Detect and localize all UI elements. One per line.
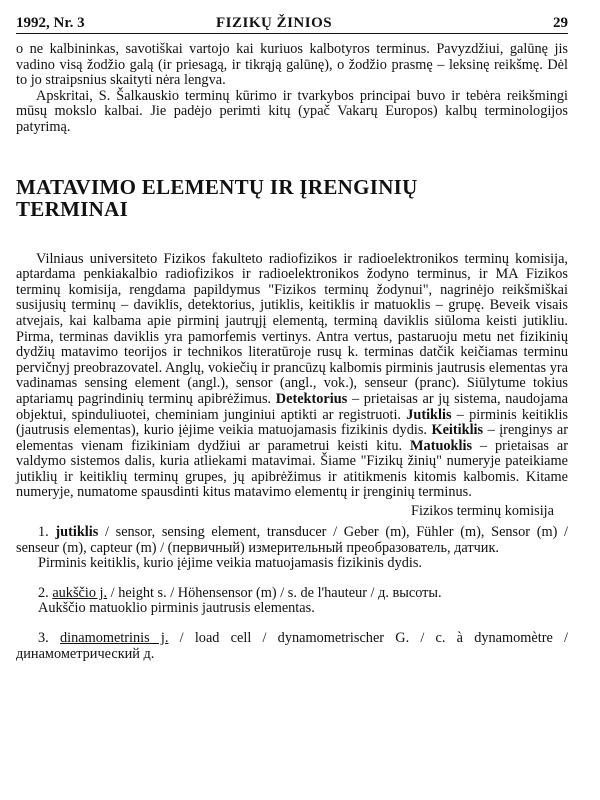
journal-title: FIZIKŲ ŽINIOS (216, 15, 333, 31)
term-entry (16, 586, 568, 617)
term-list (16, 525, 568, 662)
document-page (16, 12, 568, 662)
term-keitiklis: Keitiklis (431, 422, 484, 439)
term-equivalents: / sensor, sensing element, transducer / Geber (m), Fühler (m), Sensor (m) / senseur (m), capteur (m) / (первичный) измерительный преобразователь, датчик. (16, 524, 568, 556)
intro-section (16, 42, 568, 136)
article-text: Vilniaus universiteto Fizikos fakulteto radiofizikos ir radioelektronikos terminų komisija, aptardama penkiakalbio radiofizikos ir radioelektronikos žodyno terminus, ir MA Fizikos terminų komisija, rengdama papildymus "Fizikos terminų žodynui", nagrinėjo reikšmiškai susijusių terminų – daviklis, detektorius, jutiklis, keitiklis ir matuoklis – grupę. Beveik visais atvejais, kai kalbama apie pirminį jautrųjį elementą, terminą daviklis siūloma keisti jutikliu. Pirma, terminas daviklis yra pamorfemis vertinys. Antra vertus, pastaruoju metu net fizikinių dydžių matavimo teorijos ir technikos literatūroje rusų k. terminas datčik keičiamas terminu pervičnyj preobrazovatel. Anglų, vokiečių ir prancūzų kalbomis pirminis jautrusis elementas yra vadinamas sensing element (angl.), sensor (angl., vok.), senseur (pranc). Siūlytume tokius aptariamų pagrindinių terminų apibrėžimus. (16, 250, 568, 407)
term-entry (16, 525, 568, 572)
intro-paragraph-1: o ne kalbininkas, savotiškai vartojo kai kuriuos kalbotyros terminus. Pavyzdžiui, galūnę jis vadino visą žodžio galą (ir priesagą, ir tikrąją galūnę), o žodžio prasmę – leksinę reikšmę. Dėl to jo straipsnius skaityti nėra lengva. (16, 41, 568, 89)
term-equivalents: / height s. / Höhensensor (m) / s. de l'hauteur / д. высоты. (107, 584, 442, 601)
page-header (16, 12, 568, 34)
term-name: jutiklis (55, 524, 99, 541)
article-title: MATAVIMO ELEMENTŲ IR ĮRENGINIŲ TERMINAI (16, 174, 418, 221)
intro-paragraph-2: Apskritai, S. Šalkauskio terminų kūrimo ir tvarkybos principai buvo ir tebėra reikšmingi mūsų mokslo kalbai. Jie padėjo perimti kitų (ypač Vakarų Europos) kalbų terminologijos patyrimą. (16, 87, 568, 135)
article-text: – prietaisas ar jų sistema, naudojama objektui, spinduliuotei, cheminiam junginiui aptikti ar registruoti. (16, 390, 568, 423)
article-text: – įrenginys ar elementas vienam fizikiniam dydžiui ar parametrui keisti kitu. (16, 422, 569, 454)
term-definition: Aukščio matuoklio pirminis jautrusis elementas. (38, 600, 315, 617)
term-head (16, 631, 568, 662)
article-text: – pirminis keitiklis (jautrusis elementas), kurio įėjime veikia matuojamasis fizikinis dydis. (16, 406, 568, 439)
term-detektorius: Detektorius (275, 390, 348, 407)
term-number: 3. (38, 630, 49, 647)
article-paragraph (16, 252, 568, 502)
term-name: aukščio j. (52, 584, 108, 601)
page-number: 29 (553, 15, 568, 31)
term-head (16, 525, 568, 556)
article-body (16, 252, 568, 520)
article-text: – prietaisas ar valdymo sistemos dalis, kuria atliekami matavimai. Šiame "Fizikų žinių" numeryje pateikiame jutiklių ir keitiklių terminų grupes, jų apibrėžimus ir atitikmenis kitomis kalbomis. Kitame numeryje, numatome spausdinti kitus matavimo elementų ir įrenginių terminus. (16, 437, 569, 501)
term-head (16, 586, 568, 602)
term-number: 1. (38, 524, 49, 541)
term-entry (16, 631, 568, 662)
term-jutiklis: Jutiklis (406, 406, 452, 423)
term-equivalents: / load cell / dynamometrischer G. / c. à dynamomètre / динамометрический д. (16, 630, 569, 662)
issue-label: 1992, Nr. 3 (16, 15, 85, 31)
term-definition: Pirminis keitiklis, kurio įėjime veikia matuojamasis fizikinis dydis. (38, 555, 422, 572)
signature: Fizikos terminų komisija (411, 503, 554, 520)
term-name: dinamometrinis j. (59, 630, 169, 647)
term-matuoklis: Matuoklis (410, 437, 473, 454)
term-number: 2. (38, 584, 49, 601)
